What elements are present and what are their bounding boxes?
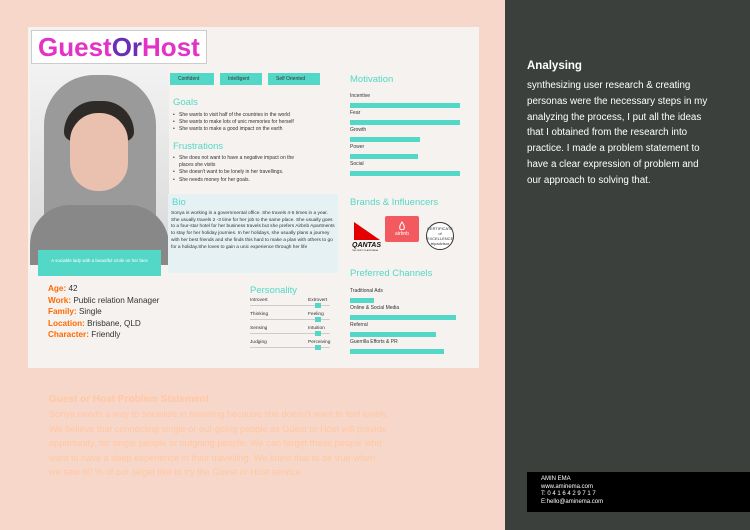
qantas-text: QANTAS: [352, 242, 382, 249]
profile-character: Character: Friendly: [48, 330, 121, 339]
logo-part-guest: Guest: [38, 31, 112, 62]
personality-marker: [315, 345, 321, 350]
tripadvisor-text: CERTIFICATE of EXCELLENCE tripadvisor: [426, 226, 454, 246]
trait-tags: [170, 73, 320, 85]
motivation-label: Social: [350, 161, 364, 167]
motivation-title: Motivation: [350, 74, 394, 85]
motivation-label: Growth: [350, 127, 367, 133]
bio-title: Bio: [172, 197, 186, 208]
motivation-bar: [350, 120, 460, 125]
list-item: • She needs money for her goals.: [173, 177, 308, 184]
channel-bar: [350, 315, 456, 320]
channel-label: Online & Social Media: [350, 305, 400, 311]
list-item: • She wants to make lots of unic memories for herself: [173, 119, 333, 126]
qantas-subtext: THE SPIRIT OF AUSTRALIA: [352, 250, 378, 252]
logo-part-host: Host: [142, 31, 200, 62]
personality-right-label: Extrovert: [308, 298, 328, 303]
goals-title: Goals: [173, 97, 198, 108]
frustrations-title: Frustrations: [173, 141, 224, 152]
profile-location: Location: Brisbane, QLD: [48, 318, 141, 328]
persona-photo: [30, 65, 169, 265]
profile-work: Work: Public relation Manager: [48, 295, 160, 305]
channel-label: Traditional Ads: [350, 288, 383, 294]
airbnb-text: airbnb: [395, 231, 409, 237]
list-item: • She wants to visit half of the countries in the world: [173, 112, 333, 119]
contact-name: AMIN EMA: [541, 476, 571, 482]
channel-bar: [350, 298, 374, 303]
personality-right-label: Perceiving: [308, 340, 331, 345]
motivation-label: Power: [350, 144, 365, 150]
channel-label: Guerrilla Efforts & PR: [350, 339, 398, 345]
face-shape: [70, 113, 128, 191]
airbnb-icon: [397, 221, 407, 231]
bio-text: Sonya is working in a governmental office. She travels 4-5 times in a year. She usually travels 2 -3 time for her job to the same place. She usually goes to a four-star hotel for her business travels but she prefers Airbnb Apartments to stay for her holiday journies. In her holidays, she usually plans a journey with her best friends and she finds this hard to make a plan with others to go for a holiday.She loves to gain a unic experience through her life: [171, 211, 335, 250]
analysing-text: synthesizing user research & creating personas were the necessary steps in my analyzing the process, I put all the ideas that I obtained from the research into practice. I made a problem statement to have a clear expression of problem and our approach to solving that.: [527, 80, 708, 186]
personality-marker: [315, 303, 321, 308]
contact-website[interactable]: www.aminema.com: [541, 483, 594, 490]
motivation-bar: [350, 154, 418, 159]
guestorhost-logo: [31, 30, 207, 64]
persona-card: [28, 27, 479, 368]
list-item: • She does not want to have a negative impact on the places she visits: [173, 155, 308, 169]
personality-right-label: Feeling: [308, 312, 324, 317]
profile-age: Age: 42: [48, 284, 78, 293]
problem-statement: Sonya needs a way to socialize in traveling because she doesn't want to feel lonely. We believe that connecting single or out-going people as Guest or Host will provide opportunity, for single people or outgoing people. We can target these people who want to have a deep experience in their travelling. We knew that to be true when we saw 60 % of our target like to try the Guest or Host service.: [49, 409, 389, 478]
qantas-logo: [350, 216, 386, 252]
motivation-bar: [350, 137, 420, 142]
channel-bar: [350, 349, 444, 354]
channel-bar: [350, 332, 436, 337]
personality-marker: [315, 317, 321, 322]
motivation-label: Fear: [350, 110, 361, 116]
personality-left-label: Sensing: [250, 326, 268, 331]
channel-label: Referral: [350, 322, 368, 328]
personality-title: Personality: [250, 285, 297, 296]
personality-left-label: Introvert: [250, 298, 268, 303]
personality-marker: [315, 331, 321, 336]
motivation-label: Incentive: [350, 93, 371, 99]
goals-list: [173, 112, 333, 134]
airbnb-logo: [385, 216, 419, 242]
contact-info: [541, 476, 603, 506]
profile-family: Family: Single: [48, 307, 102, 316]
contact-email[interactable]: E:hello@aminema.com: [541, 498, 604, 505]
personality-right-label: Intuition: [308, 326, 325, 331]
channels-title: Preferred Channels: [350, 268, 433, 279]
photo-caption: A sociable lady with a beautiful smile on her face: [38, 250, 161, 276]
list-item: • She wants to make a good impact on the earth: [173, 126, 333, 133]
problem-title: Guest or Host Problem Statement: [49, 394, 210, 405]
analysing-title: Analysing: [527, 60, 582, 72]
profile-info: [48, 283, 159, 341]
trait-tag: Intelligent: [220, 73, 262, 85]
trait-tag: Confident: [170, 73, 214, 85]
list-item: • She doesn't want to be lonely in her travellings.: [173, 169, 308, 176]
motivation-bar: [350, 103, 460, 108]
frustrations-list: [173, 155, 308, 184]
personality-left-label: Judging: [250, 340, 267, 345]
personality-left-label: Thinking: [250, 312, 269, 317]
motivation-bar: [350, 171, 460, 176]
trait-tag: Self Oriented: [268, 73, 320, 85]
brands-title: Brands & Influencers: [350, 197, 439, 208]
logo-part-or: Or: [111, 31, 143, 62]
contact-phone: T: 0 4 1 6 4 2 9 7 1 7: [541, 491, 596, 498]
tripadvisor-logo: [426, 222, 454, 250]
